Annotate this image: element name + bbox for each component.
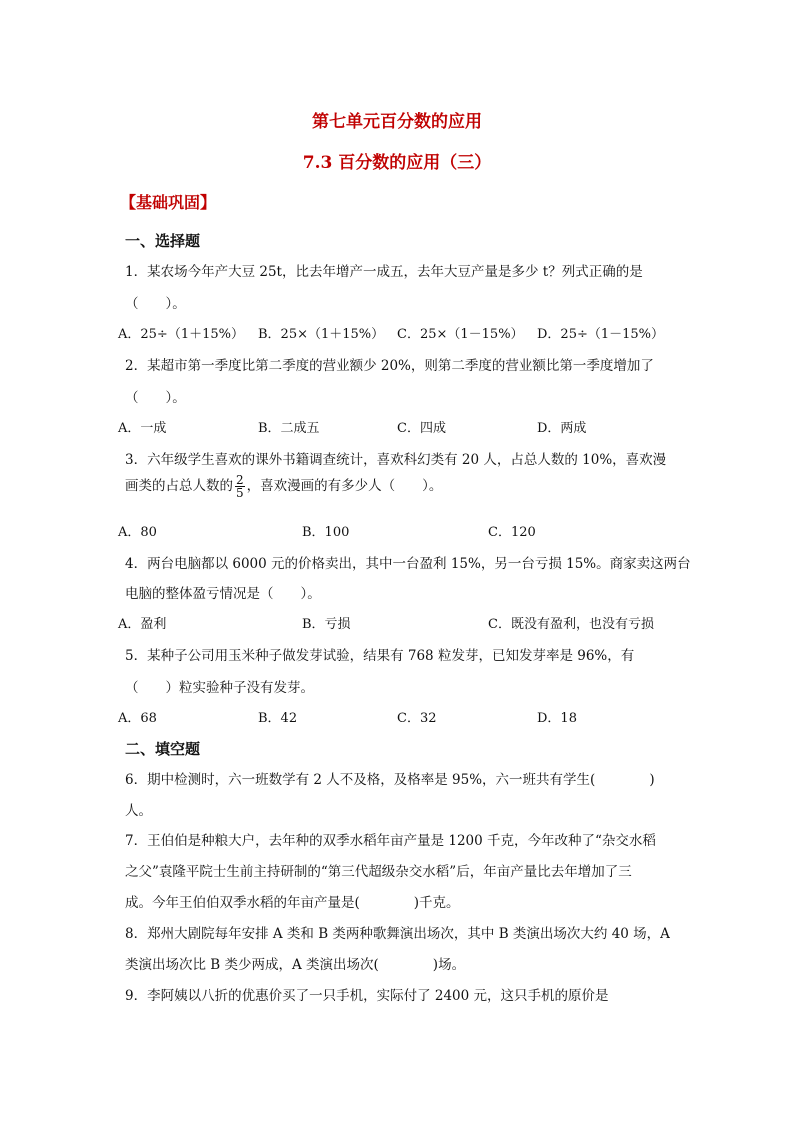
q1-option-b: B．25×（1＋15%） xyxy=(258,327,385,342)
q2-line1: 2．某超市第一季度比第二季度的营业额少 20%，则第二季度的营业额比第一季度增加了 xyxy=(125,358,654,374)
q3-line1: 3．六年级学生喜欢的课外书籍调查统计，喜欢科幻类有 20 人，占总人数的 10%，喜欢漫 xyxy=(125,452,667,468)
q4-option-b: B．亏损 xyxy=(302,617,351,632)
q7-line2: 之父”袁隆平院士生前主持研制的“第三代超级杂交水稻”后，年亩产量比去年增加了三 xyxy=(125,864,632,880)
unit-title: 第七单元百分数的应用 xyxy=(312,112,482,132)
q2-option-d: D．两成 xyxy=(537,421,587,436)
q3-option-a: A．80 xyxy=(118,525,157,540)
q2-option-b: B．二成五 xyxy=(258,421,320,436)
q3-option-b: B．100 xyxy=(302,525,350,540)
q2-option-c: C．四成 xyxy=(397,421,446,436)
q2-option-a: A．一成 xyxy=(118,421,167,436)
q8-line2: 类演出场次比 B 类少两成，A 类演出场次( )场。 xyxy=(125,957,466,973)
section-fill: 二、填空题 xyxy=(125,740,201,758)
q5-option-c: C．32 xyxy=(397,711,437,726)
q4-option-c: C．既没有盈利，也没有亏损 xyxy=(488,617,654,632)
q3-line2-post: ，喜欢漫画的有多少人（ ）。 xyxy=(246,478,443,494)
q1-line1: 1．某农场今年产大豆 25t，比去年增产一成五，去年大豆产量是多少 t？列式正确的是 xyxy=(125,264,643,280)
q5-line2: （ ）粒实验种子没有发芽。 xyxy=(125,680,314,696)
q5-option-a: A．68 xyxy=(118,711,157,726)
q3-option-c: C．120 xyxy=(488,525,536,540)
q2-line2: （ ）。 xyxy=(125,390,186,406)
q5-option-d: D．18 xyxy=(537,711,577,726)
q3-line2 xyxy=(125,474,442,499)
q5-line1: 5．某种子公司用玉米种子做发芽试验，结果有 768 粒发芽，已知发芽率是 96%，有 xyxy=(125,648,635,664)
q5-option-b: B．42 xyxy=(258,711,298,726)
q8-line1: 8．郑州大剧院每年安排 A 类和 B 类两种歌舞演出场次，其中 B 类演出场次大约 40 场，A xyxy=(125,926,670,942)
q3-fraction-numerator: 2 xyxy=(236,473,244,487)
q9-line1: 9．李阿姨以八折的优惠价买了一只手机，实际付了 2400 元，这只手机的原价是 xyxy=(125,988,609,1004)
q3-line2-pre: 画类的占总人数的 xyxy=(125,478,233,494)
q1-option-c: C．25×（1－15%） xyxy=(397,327,524,342)
q4-line2: 电脑的整体盈亏情况是（ ）。 xyxy=(125,586,321,602)
q1-line2: （ ）。 xyxy=(125,296,186,312)
q7-line3: 成。今年王伯伯双季水稻的年亩产量是( )千克。 xyxy=(125,895,460,911)
section-choice: 一、选择题 xyxy=(125,232,201,250)
q6-line1: 6．期中检测时，六一班数学有 2 人不及格，及格率是 95%，六一班共有学生( ) xyxy=(125,772,655,788)
section-basic: 【基础巩固】 xyxy=(120,193,217,212)
q7-line1: 7．王伯伯是种粮大户，去年种的双季水稻年亩产量是 1200 千克，今年改种了“杂交水稻 xyxy=(125,833,656,849)
q4-line1: 4．两台电脑都以 6000 元的价格卖出，其中一台盈利 15%，另一台亏损 15%。商家卖这两台 xyxy=(125,556,691,572)
lesson-title: 7.3 百分数的应用（三） xyxy=(302,153,492,173)
q1-option-a: A．25÷（1＋15%） xyxy=(118,327,244,342)
q6-line2: 人。 xyxy=(125,803,152,819)
q3-fraction xyxy=(235,474,245,499)
q1-option-d: D．25÷（1－15%） xyxy=(537,327,665,342)
q3-fraction-denominator: 5 xyxy=(236,486,244,500)
q4-option-a: A．盈利 xyxy=(118,617,167,632)
